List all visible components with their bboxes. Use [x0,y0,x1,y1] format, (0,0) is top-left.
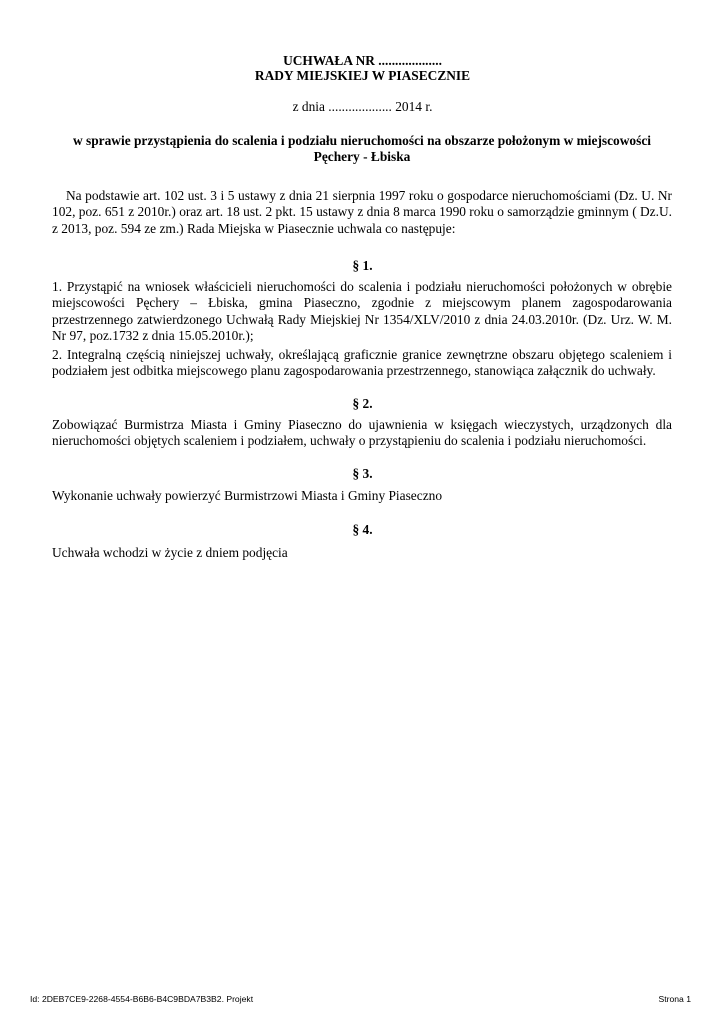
legal-basis-paragraph: Na podstawie art. 102 ust. 3 i 5 ustawy z dnia 21 sierpnia 1997 roku o gospodarce nieruchomościami (Dz. U. Nr 102, poz. 651 z 2010r.) oraz art. 18 ust. 2 pkt. 15 ustawy z dnia 8 marca 1990 roku o samorządzie gminnym ( Dz.U. z 2013, poz. 594 ze zm.) Rada Miejska w Piasecznie uchwala co następuje: [52,188,672,236]
council-name: RADY MIEJSKIEJ W PIASECZNIE [254,68,471,83]
section-1-paragraph-2: 2. Integralną częścią niniejszej uchwały, określającą graficznie granice zewnętrzne obszaru objętego scaleniem i podziałem jest odbitka miejscowego planu zagospodarowania przestrzennego, stanowiąca załącznik do uchwały. [52,347,672,379]
section-2-paragraph: Zobowiązać Burmistrza Miasta i Gminy Piaseczno do ujawnienia w księgach wieczystych, urządzonych dla nieruchomości objętych scaleniem i podziałem, uchwały o przystąpieniu do scalenia i podziału nieruchomości. [52,417,672,449]
section-4-heading: § 4. [352,522,373,537]
resolution-date: z dnia ................... 2014 r. [292,99,433,114]
resolution-subject: w sprawie przystąpienia do scalenia i podziału nieruchomości na obszarze położonym w miejscowości Pęchery - Łbiska [72,133,651,164]
section-3-paragraph: Wykonanie uchwały powierzyć Burmistrzowi Miasta i Gminy Piaseczno [52,488,443,503]
section-4-paragraph: Uchwała wchodzi w życie z dniem podjęcia [52,545,288,560]
section-3-heading: § 3. [352,466,373,481]
section-1-paragraph-1: 1. Przystąpić na wniosek właścicieli nieruchomości do scalenia i podziału nieruchomości położonych w obrębie miejscowości Pęchery – Łbiska, gmina Piaseczno, zgodnie z miejscowym planem zagospodarowania przestrzennego zatwierdzonego Uchwałą Rady Miejskiej Nr 1354/XLV/2010 z dnia 24.03.2010r. (Dz. Urz. W. M. Nr 97, poz.1732 z dnia 15.05.2010r.); [52,279,672,344]
page-number: Strona 1 [658,994,691,1004]
document-id: Id: 2DEB7CE9-2268-4554-B6B6-B4C9BDA7B3B2. Projekt [30,994,254,1004]
resolution-number: UCHWAŁA NR ................... [283,53,442,68]
section-1-heading: § 1. [352,258,373,273]
section-2-heading: § 2. [352,396,373,411]
